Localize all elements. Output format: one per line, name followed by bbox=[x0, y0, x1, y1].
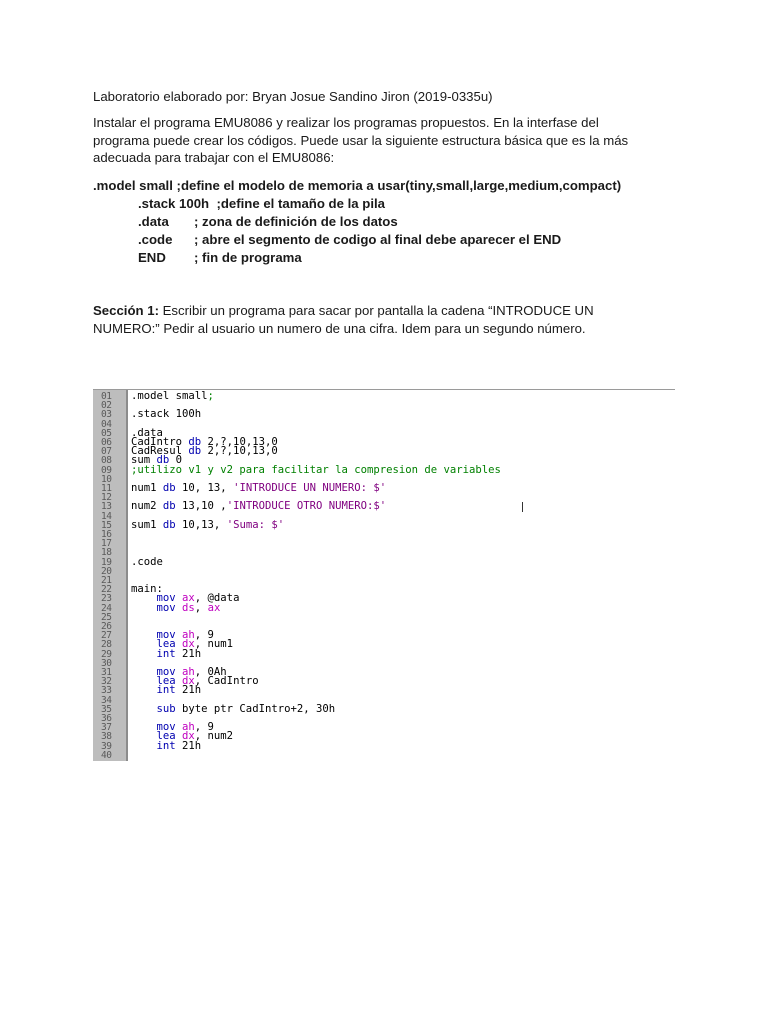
line-number: 03 bbox=[101, 409, 112, 421]
structure-stack-line: .stack 100h ;define el tamaño de la pila bbox=[138, 196, 385, 211]
line-number: 27 bbox=[101, 630, 112, 642]
line-number: 36 bbox=[101, 713, 112, 724]
code-token: 10, 13, bbox=[175, 482, 234, 494]
code-token: main: bbox=[131, 583, 163, 596]
line-number: 37 bbox=[101, 722, 112, 734]
code-token: , @data bbox=[194, 592, 240, 605]
line-number: 23 bbox=[101, 593, 112, 605]
line-number: 30 bbox=[101, 657, 112, 669]
code-token: 10,13, bbox=[175, 518, 227, 531]
section1-paragraph bbox=[93, 302, 653, 337]
code-token: int bbox=[131, 647, 183, 660]
code-token: 21h bbox=[182, 739, 202, 752]
line-number: 11 bbox=[101, 483, 112, 494]
code-token: 13,10 , bbox=[175, 500, 227, 513]
code-token: db bbox=[162, 482, 176, 494]
line-number: 18 bbox=[101, 547, 112, 559]
code-token: dx bbox=[182, 730, 195, 743]
line-number: 34 bbox=[101, 694, 112, 706]
code-token: ds bbox=[182, 601, 195, 614]
line-number: 04 bbox=[101, 418, 112, 430]
code-token: ah bbox=[182, 721, 195, 734]
line-number: 26 bbox=[101, 621, 112, 632]
code-token: sum bbox=[131, 454, 157, 467]
line-number: 32 bbox=[101, 676, 112, 688]
structure-code-line bbox=[138, 232, 561, 247]
code-token: 21h bbox=[182, 684, 202, 697]
data-comment: ; zona de definición de los datos bbox=[194, 214, 398, 229]
line-number: 33 bbox=[101, 685, 112, 697]
line-number: 16 bbox=[101, 529, 112, 540]
code-token: lea bbox=[131, 730, 183, 743]
code-token: , CadIntro bbox=[194, 675, 259, 688]
code-token: 2,?,10,13,0 bbox=[201, 436, 278, 448]
code-token: ax bbox=[207, 601, 221, 614]
code-token: .stack 100h bbox=[131, 408, 202, 421]
code-token: , num1 bbox=[194, 638, 234, 651]
code-keyword: .code bbox=[138, 232, 173, 247]
code-line-24 bbox=[93, 601, 675, 614]
code-comment: ; abre el segmento de codigo al final debe aparecer el END bbox=[194, 232, 562, 247]
code-token: num2 bbox=[131, 500, 163, 513]
line-number: 09 bbox=[101, 464, 112, 476]
intro-paragraph: Instalar el programa EMU8086 y realizar los programas propuestos. En la interfase del programa puede crear los códigos. Puede usar la siguiente estructura básica que es la más adecuada para trabajar con el EMU8086: bbox=[93, 115, 629, 165]
line-number: 29 bbox=[101, 648, 112, 660]
code-token: db bbox=[188, 436, 202, 448]
code-token: db bbox=[162, 500, 176, 513]
structure-model-line: .model small ;define el modelo de memoria a usar(tiny,small,large,medium,compact) bbox=[93, 178, 622, 193]
line-number: 35 bbox=[101, 703, 112, 715]
code-token: , num2 bbox=[194, 730, 234, 743]
code-token: int bbox=[131, 739, 183, 752]
code-line-13 bbox=[93, 502, 675, 511]
line-number: 20 bbox=[101, 565, 112, 577]
section1-label: Sección 1: bbox=[93, 303, 159, 318]
code-line-35 bbox=[93, 702, 675, 715]
line-number: 15 bbox=[101, 519, 112, 531]
line-number: 21 bbox=[101, 575, 112, 586]
code-token: mov bbox=[131, 721, 183, 734]
line-number: 02 bbox=[101, 400, 112, 412]
code-line-19 bbox=[93, 555, 675, 568]
line-number: 08 bbox=[101, 455, 112, 467]
code-token: db bbox=[162, 518, 176, 531]
code-line-11 bbox=[93, 484, 675, 493]
line-number: 10 bbox=[101, 473, 112, 485]
code-token: , 0Ah bbox=[194, 666, 227, 678]
code-token: CadResul bbox=[131, 445, 189, 458]
code-token: ax bbox=[182, 592, 195, 605]
code-line-09 bbox=[93, 463, 675, 476]
code-token: mov bbox=[131, 592, 183, 605]
code-token: db bbox=[188, 445, 202, 458]
code-token: ah bbox=[182, 629, 195, 642]
data-keyword: .data bbox=[138, 214, 169, 229]
code-token: 21h bbox=[182, 647, 202, 660]
end-comment: ; fin de programa bbox=[194, 250, 302, 265]
code-token: CadIntro bbox=[131, 436, 189, 448]
line-number: 24 bbox=[101, 602, 112, 614]
code-token: 0 bbox=[169, 454, 183, 467]
line-number: 19 bbox=[101, 556, 112, 568]
code-token: , 9 bbox=[194, 721, 214, 734]
code-token: sum1 bbox=[131, 518, 163, 531]
code-token: sub bbox=[131, 702, 183, 715]
line-number: 22 bbox=[101, 584, 112, 596]
line-number: 14 bbox=[101, 510, 112, 522]
line-number: 40 bbox=[101, 749, 112, 761]
code-token: .code bbox=[131, 555, 163, 568]
end-keyword: END bbox=[138, 250, 166, 265]
code-token: dx bbox=[182, 638, 195, 651]
line-number: 25 bbox=[101, 611, 112, 623]
code-line-39 bbox=[93, 739, 675, 752]
line-number: 39 bbox=[101, 740, 112, 752]
code-token: mov bbox=[131, 666, 183, 678]
code-token: .data bbox=[131, 426, 163, 439]
code-token: mov bbox=[131, 601, 183, 614]
code-token: byte ptr CadIntro+2, 30h bbox=[182, 702, 336, 715]
code-token: lea bbox=[131, 638, 183, 651]
structure-end-line bbox=[138, 250, 302, 265]
code-token: num1 bbox=[131, 482, 163, 494]
code-line-33 bbox=[93, 686, 675, 695]
line-number: 06 bbox=[101, 437, 112, 448]
code-token: 2,?,10,13,0 bbox=[201, 445, 278, 458]
structure-data-line bbox=[138, 214, 398, 229]
line-number: 07 bbox=[101, 446, 112, 458]
line-number: 38 bbox=[101, 731, 112, 743]
line-number: 05 bbox=[101, 427, 112, 439]
code-token: , 9 bbox=[194, 629, 214, 642]
code-token: ;utilizo v1 y v2 para facilitar la compresion de variables bbox=[131, 463, 501, 476]
line-number: 01 bbox=[101, 391, 112, 402]
code-line-15 bbox=[93, 518, 675, 531]
code-line-01 bbox=[93, 392, 675, 401]
text-cursor bbox=[522, 502, 523, 512]
code-token: db bbox=[156, 454, 170, 467]
code-token: lea bbox=[131, 675, 183, 688]
code-token: dx bbox=[182, 675, 195, 688]
line-number: 28 bbox=[101, 639, 112, 651]
code-token: ; bbox=[207, 390, 214, 402]
code-token: 'INTRODUCE OTRO NUMERO:$' bbox=[226, 500, 387, 513]
code-token: .model small bbox=[131, 390, 208, 402]
line-number: 17 bbox=[101, 538, 112, 550]
code-token: 'INTRODUCE UN NUMERO: $' bbox=[233, 482, 387, 494]
code-line-03 bbox=[93, 410, 675, 419]
code-token: mov bbox=[131, 629, 183, 642]
code-token: 'Suma: $' bbox=[226, 518, 285, 531]
header-line: Laboratorio elaborado por: Bryan Josue Sandino Jiron (2019-0335u) bbox=[93, 89, 493, 104]
line-number: 13 bbox=[101, 501, 112, 513]
line-number: 12 bbox=[101, 492, 112, 504]
code-token: int bbox=[131, 684, 183, 697]
code-token: ah bbox=[182, 666, 195, 678]
section1-text: Escribir un programa para sacar por pantalla la cadena “INTRODUCE UN NUMERO:” Pedir al usuario un numero de una cifra. Idem para un segundo número. bbox=[93, 303, 594, 336]
code-line-29 bbox=[93, 647, 675, 660]
code-token: , bbox=[194, 601, 208, 614]
line-number: 31 bbox=[101, 667, 112, 678]
code-editor-screenshot bbox=[93, 389, 675, 761]
